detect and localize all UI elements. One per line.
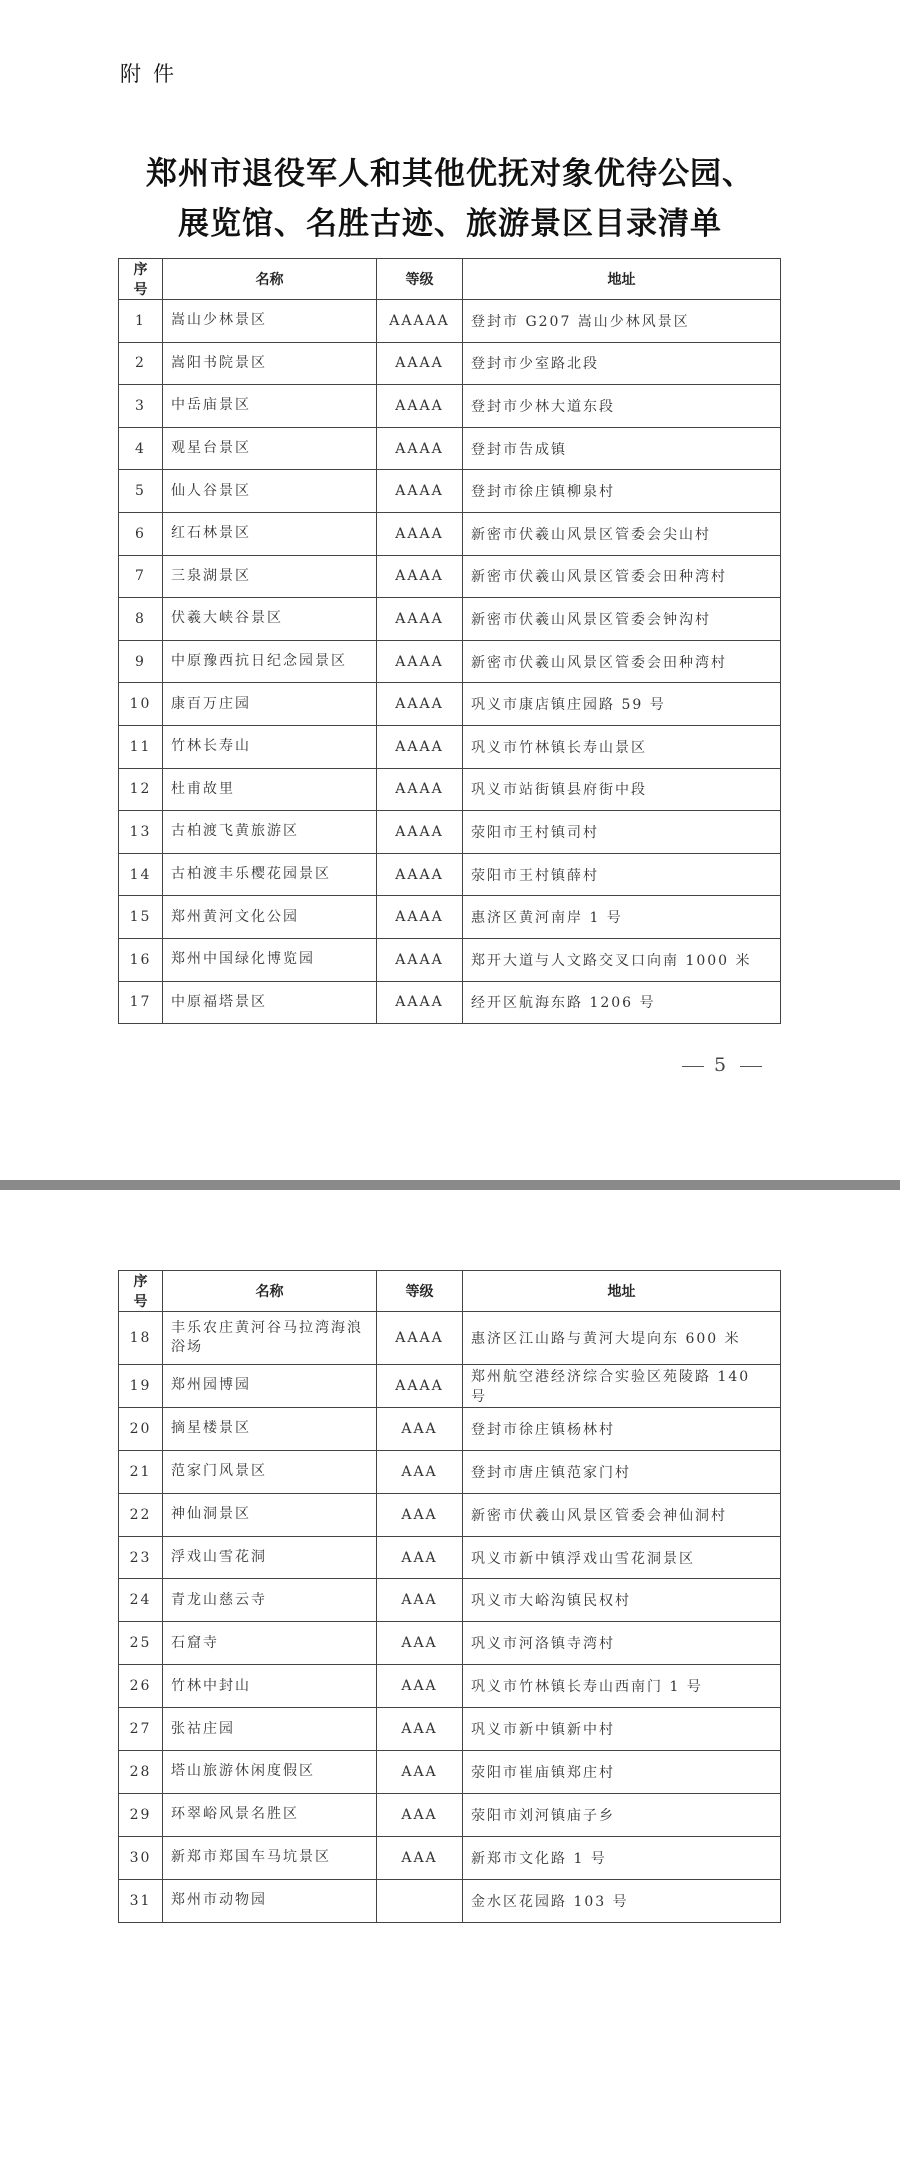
venue-level: AAAA — [377, 853, 463, 896]
row-number: 18 — [119, 1312, 163, 1365]
venue-name: 古柏渡飞黄旅游区 — [163, 811, 377, 854]
row-number: 30 — [119, 1836, 163, 1879]
row-number: 6 — [119, 512, 163, 555]
venue-address: 巩义市河洛镇寺湾村 — [463, 1622, 781, 1665]
venue-name: 范家门风景区 — [163, 1450, 377, 1493]
venue-level: AAA — [377, 1622, 463, 1665]
page-number-value: 5 — [714, 1054, 731, 1076]
row-number: 11 — [119, 725, 163, 768]
venue-level: AAAA — [377, 470, 463, 513]
venue-address: 新密市伏羲山风景区管委会田种湾村 — [463, 640, 781, 683]
page-divider — [0, 1180, 900, 1190]
venue-name: 康百万庄园 — [163, 683, 377, 726]
venue-name: 浮戏山雪花洞 — [163, 1536, 377, 1579]
document-title-line-2: 展览馆、名胜古迹、旅游景区目录清单 — [178, 206, 722, 242]
row-number: 12 — [119, 768, 163, 811]
venue-level: AAA — [377, 1751, 463, 1794]
row-number: 17 — [119, 981, 163, 1024]
venue-address: 巩义市新中镇浮戏山雪花洞景区 — [463, 1536, 781, 1579]
venue-address: 荥阳市刘河镇庙子乡 — [463, 1793, 781, 1836]
venue-address: 金水区花园路 103 号 — [463, 1879, 781, 1922]
venue-address: 登封市少林大道东段 — [463, 385, 781, 428]
row-number: 23 — [119, 1536, 163, 1579]
venue-address: 新密市伏羲山风景区管委会尖山村 — [463, 512, 781, 555]
venue-name: 竹林中封山 — [163, 1665, 377, 1708]
venue-name: 中原豫西抗日纪念园景区 — [163, 640, 377, 683]
venue-name: 竹林长寿山 — [163, 725, 377, 768]
venue-name: 摘星楼景区 — [163, 1407, 377, 1450]
header-number: 序号 — [119, 259, 163, 300]
venue-level: AAAA — [377, 683, 463, 726]
venue-address: 登封市少室路北段 — [463, 342, 781, 385]
venue-level: AAAA — [377, 555, 463, 598]
table-row — [119, 1493, 781, 1536]
venue-name: 嵩山少林景区 — [163, 300, 377, 343]
page-number — [672, 1054, 772, 1076]
table-row — [119, 725, 781, 768]
venue-address: 登封市徐庄镇柳泉村 — [463, 470, 781, 513]
table-row — [119, 811, 781, 854]
row-number: 27 — [119, 1708, 163, 1751]
venue-level: AAAA — [377, 981, 463, 1024]
row-number: 7 — [119, 555, 163, 598]
venue-address: 巩义市竹林镇长寿山西南门 1 号 — [463, 1665, 781, 1708]
venue-address: 登封市 G207 嵩山少林风景区 — [463, 300, 781, 343]
table-row — [119, 768, 781, 811]
venue-name: 新郑市郑国车马坑景区 — [163, 1836, 377, 1879]
table-row — [119, 300, 781, 343]
venue-name: 嵩阳书院景区 — [163, 342, 377, 385]
venue-name: 张祜庄园 — [163, 1708, 377, 1751]
venue-name: 红石林景区 — [163, 512, 377, 555]
venue-name: 伏羲大峡谷景区 — [163, 598, 377, 641]
venue-address: 新郑市文化路 1 号 — [463, 1836, 781, 1879]
venue-level: AAA — [377, 1536, 463, 1579]
header-level: 等级 — [377, 259, 463, 300]
table-row — [119, 896, 781, 939]
venue-level: AAA — [377, 1579, 463, 1622]
row-number: 9 — [119, 640, 163, 683]
venue-name: 古柏渡丰乐樱花园景区 — [163, 853, 377, 896]
venue-name: 塔山旅游休闲度假区 — [163, 1751, 377, 1794]
table-row — [119, 1879, 781, 1922]
venue-address: 巩义市新中镇新中村 — [463, 1708, 781, 1751]
row-number: 19 — [119, 1365, 163, 1408]
venue-name: 杜甫故里 — [163, 768, 377, 811]
venue-level: AAA — [377, 1836, 463, 1879]
row-number: 8 — [119, 598, 163, 641]
venue-address: 巩义市竹林镇长寿山景区 — [463, 725, 781, 768]
venue-level: AAAA — [377, 768, 463, 811]
venue-name: 青龙山慈云寺 — [163, 1579, 377, 1622]
venue-address: 新密市伏羲山风景区管委会神仙洞村 — [463, 1493, 781, 1536]
row-number: 24 — [119, 1579, 163, 1622]
venue-level: AAAA — [377, 598, 463, 641]
header-name: 名称 — [163, 1271, 377, 1312]
venue-level: AAAA — [377, 1312, 463, 1365]
venue-table-part-1 — [118, 258, 781, 1024]
attachment-label: 附件 — [120, 62, 186, 86]
row-number: 15 — [119, 896, 163, 939]
venue-address: 惠济区江山路与黄河大堤向东 600 米 — [463, 1312, 781, 1365]
row-number: 2 — [119, 342, 163, 385]
table-row — [119, 342, 781, 385]
venue-name: 石窟寺 — [163, 1622, 377, 1665]
table-row — [119, 1708, 781, 1751]
venue-name: 郑州园博园 — [163, 1365, 377, 1408]
venue-table-part-2 — [118, 1270, 781, 1923]
venue-address: 登封市告成镇 — [463, 427, 781, 470]
row-number: 31 — [119, 1879, 163, 1922]
table-row — [119, 1836, 781, 1879]
table-row — [119, 470, 781, 513]
venue-name: 郑州黄河文化公园 — [163, 896, 377, 939]
table-row — [119, 427, 781, 470]
venue-address: 巩义市站街镇县府街中段 — [463, 768, 781, 811]
venue-level: AAA — [377, 1665, 463, 1708]
row-number: 5 — [119, 470, 163, 513]
venue-address: 登封市徐庄镇杨林村 — [463, 1407, 781, 1450]
row-number: 25 — [119, 1622, 163, 1665]
venue-level: AAAA — [377, 811, 463, 854]
table-row — [119, 385, 781, 428]
venue-address: 荥阳市王村镇司村 — [463, 811, 781, 854]
venue-level: AAAA — [377, 342, 463, 385]
venue-level: AAA — [377, 1493, 463, 1536]
venue-name: 郑州市动物园 — [163, 1879, 377, 1922]
table-row — [119, 1793, 781, 1836]
header-number: 序号 — [119, 1271, 163, 1312]
venue-address: 郑州航空港经济综合实验区苑陵路 140 号 — [463, 1365, 781, 1408]
document-title-line-1: 郑州市退役军人和其他优抚对象优待公园、 — [146, 156, 754, 192]
venue-name: 中原福塔景区 — [163, 981, 377, 1024]
venue-address: 新密市伏羲山风景区管委会田种湾村 — [463, 555, 781, 598]
table-row — [119, 981, 781, 1024]
venue-level — [377, 1879, 463, 1922]
document-page-2 — [0, 1190, 900, 2158]
table-row — [119, 938, 781, 981]
venue-name: 郑州中国绿化博览园 — [163, 938, 377, 981]
venue-level: AAAA — [377, 512, 463, 555]
venue-level: AAAA — [377, 896, 463, 939]
venue-level: AAA — [377, 1793, 463, 1836]
header-address: 地址 — [463, 1271, 781, 1312]
venue-name: 三泉湖景区 — [163, 555, 377, 598]
venue-name: 仙人谷景区 — [163, 470, 377, 513]
row-number: 28 — [119, 1751, 163, 1794]
row-number: 3 — [119, 385, 163, 428]
venue-name: 神仙洞景区 — [163, 1493, 377, 1536]
row-number: 10 — [119, 683, 163, 726]
venue-address: 巩义市康店镇庄园路 59 号 — [463, 683, 781, 726]
table-row — [119, 1579, 781, 1622]
venue-name: 观星台景区 — [163, 427, 377, 470]
row-number: 4 — [119, 427, 163, 470]
table-row — [119, 555, 781, 598]
table-row — [119, 1622, 781, 1665]
row-number: 16 — [119, 938, 163, 981]
header-name: 名称 — [163, 259, 377, 300]
venue-address: 荥阳市王村镇薛村 — [463, 853, 781, 896]
venue-level: AAA — [377, 1450, 463, 1493]
row-number: 29 — [119, 1793, 163, 1836]
table-row — [119, 512, 781, 555]
venue-address: 惠济区黄河南岸 1 号 — [463, 896, 781, 939]
venue-address: 荥阳市崔庙镇郑庄村 — [463, 1751, 781, 1794]
venue-address: 新密市伏羲山风景区管委会钟沟村 — [463, 598, 781, 641]
row-number: 22 — [119, 1493, 163, 1536]
row-number: 13 — [119, 811, 163, 854]
venue-level: AAAA — [377, 725, 463, 768]
venue-level: AAA — [377, 1708, 463, 1751]
table-header-row — [119, 1271, 781, 1312]
table-row — [119, 1312, 781, 1365]
venue-name: 环翠峪风景名胜区 — [163, 1793, 377, 1836]
table-row — [119, 1365, 781, 1408]
row-number: 14 — [119, 853, 163, 896]
table-row — [119, 1450, 781, 1493]
venue-level: AAA — [377, 1407, 463, 1450]
table-row — [119, 1536, 781, 1579]
row-number: 1 — [119, 300, 163, 343]
venue-address: 登封市唐庄镇范家门村 — [463, 1450, 781, 1493]
venue-level: AAAA — [377, 640, 463, 683]
venue-address: 经开区航海东路 1206 号 — [463, 981, 781, 1024]
table-row — [119, 1407, 781, 1450]
table-row — [119, 1751, 781, 1794]
header-level: 等级 — [377, 1271, 463, 1312]
venue-level: AAAA — [377, 385, 463, 428]
venue-name: 中岳庙景区 — [163, 385, 377, 428]
row-number: 21 — [119, 1450, 163, 1493]
venue-level: AAAA — [377, 1365, 463, 1408]
venue-level: AAAAA — [377, 300, 463, 343]
venue-address: 巩义市大峪沟镇民权村 — [463, 1579, 781, 1622]
row-number: 26 — [119, 1665, 163, 1708]
row-number: 20 — [119, 1407, 163, 1450]
table-header-row — [119, 259, 781, 300]
header-address: 地址 — [463, 259, 781, 300]
table-row — [119, 640, 781, 683]
table-row — [119, 598, 781, 641]
venue-address: 郑开大道与人文路交叉口向南 1000 米 — [463, 938, 781, 981]
table-row — [119, 683, 781, 726]
table-row — [119, 853, 781, 896]
venue-level: AAAA — [377, 938, 463, 981]
table-row — [119, 1665, 781, 1708]
venue-level: AAAA — [377, 427, 463, 470]
venue-name: 丰乐农庄黄河谷马拉湾海浪浴场 — [163, 1312, 377, 1365]
